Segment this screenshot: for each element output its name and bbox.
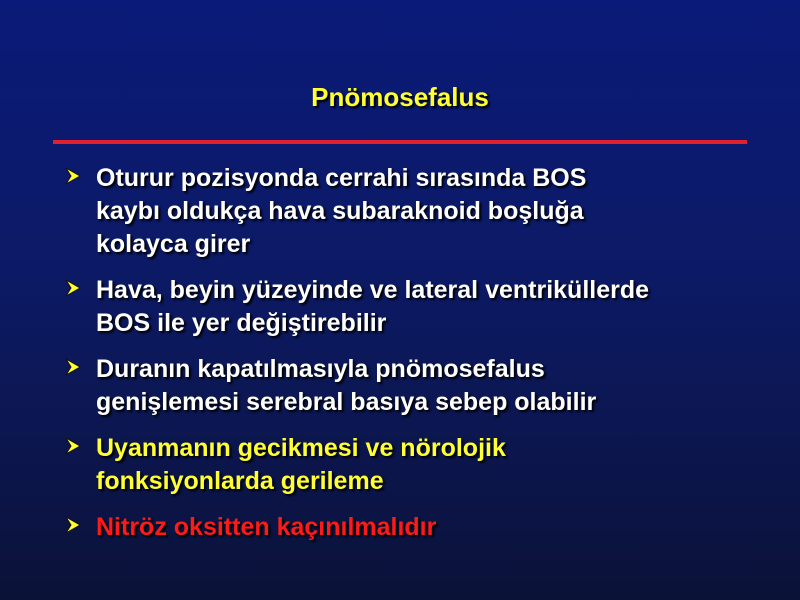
arrow-bullet-icon (62, 511, 96, 536)
bullet-line: Oturur pozisyonda cerrahi sırasında BOS (96, 164, 587, 192)
slide-title: Pnömosefalus (311, 82, 489, 112)
bullet-line: Uyanmanın gecikmesi ve nörolojik (96, 434, 506, 462)
bullet-list (62, 162, 762, 557)
arrow-bullet-icon (62, 432, 96, 457)
bullet-item (62, 432, 762, 498)
bullet-item (62, 274, 762, 340)
bullet-line: BOS ile yer değiştirebilir (96, 309, 387, 337)
bullet-text (96, 511, 436, 544)
bullet-text (96, 353, 596, 419)
bullet-text (96, 274, 649, 340)
bullet-line: Hava, beyin yüzeyinde ve lateral ventriküllerde (96, 276, 650, 304)
arrow-bullet-icon (62, 274, 96, 299)
arrow-bullet-icon (62, 162, 96, 187)
bullet-text (96, 162, 586, 261)
bullet-line: Duranın kapatılmasıyla pnömosefalus (96, 355, 545, 383)
bullet-line: Nitröz oksitten kaçınılmalıdır (96, 513, 437, 541)
bullet-item (62, 162, 762, 261)
bullet-line: fonksiyonlarda gerileme (96, 467, 384, 495)
title-divider (53, 140, 747, 144)
bullet-line: kaybı oldukça hava subaraknoid boşluğa (96, 197, 584, 225)
arrow-bullet-icon (62, 353, 96, 378)
bullet-text (96, 432, 506, 498)
bullet-item (62, 353, 762, 419)
bullet-line: genişlemesi serebral basıya sebep olabilir (96, 388, 597, 416)
bullet-line: kolayca girer (96, 230, 251, 258)
bullet-item (62, 511, 762, 544)
